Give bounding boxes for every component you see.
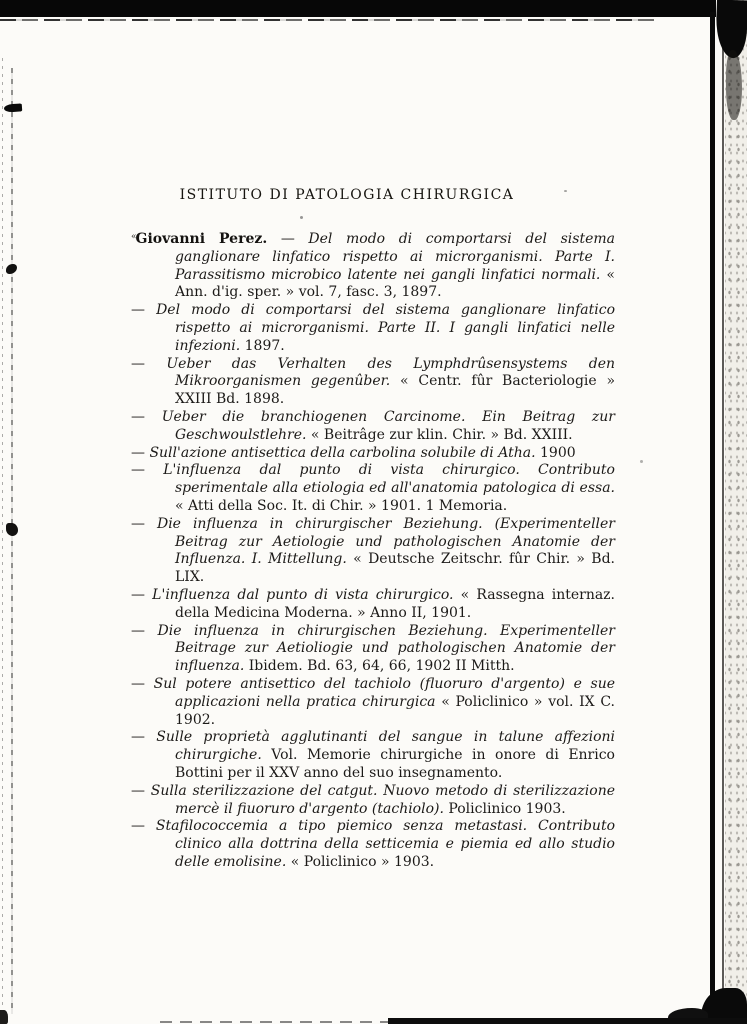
scan-artifact-bottom-bar	[388, 1018, 747, 1024]
work-title: L'influenza dal punto di vista chirurgico.	[152, 586, 454, 603]
work-title: Sul potere antisettico del tachiolo (fluoruro d'argento) e sue applicazioni nella pratica chirurgica	[153, 675, 615, 710]
entry-dash: —	[131, 355, 145, 372]
bibliography-list	[131, 229, 615, 872]
bibliography-entry	[131, 623, 615, 676]
bibliography-entry	[131, 409, 615, 445]
bibliography-entry	[131, 676, 615, 729]
citation-detail: Policlinico 1903.	[448, 800, 566, 817]
entry-dash: —	[131, 462, 145, 479]
work-title: Sulle proprietà agglutinanti del sangue in talune affezioni chirurgiche.	[156, 729, 615, 764]
citation-detail: « Policlinico » vol. IX C. 1902.	[175, 693, 615, 728]
bibliography-entry	[131, 302, 615, 355]
work-title: Ueber die branchiogenen Carcinome. Ein Beitrag zur Geschwoulstlehre.	[161, 408, 615, 443]
scan-artifact-top-bar	[0, 0, 716, 17]
bibliography-entry	[131, 818, 615, 871]
entry-dash: —	[131, 408, 145, 425]
author-name: Giovanni Perez.	[135, 231, 268, 247]
page-title: ISTITUTO DI PATOLOGIA CHIRURGICA	[179, 187, 515, 203]
work-title: Ueber das Verhalten des Lymphdrûsensystems den Mikroorganismen gegenûber.	[166, 355, 615, 390]
scan-artifact-left-mark-1	[4, 103, 23, 112]
citation-detail: « Rassegna internaz. della Medicina Moderna. » Anno II, 1901.	[175, 586, 616, 621]
scan-artifact-left-mark-2	[6, 264, 17, 274]
bibliography-entry	[131, 729, 615, 782]
citation-detail: « Centr. fûr Bacteriologie » XXIII Bd. 1898.	[175, 373, 616, 408]
entry-dash: —	[131, 675, 145, 692]
page-content	[131, 187, 615, 872]
entry-dash: —	[131, 444, 145, 461]
scan-artifact-bottom-line	[160, 1021, 390, 1023]
citation-detail: Ibidem. Bd. 63, 64, 66, 1902 II Mitth.	[248, 658, 515, 675]
citation-detail: « Ann. d'ig. sper. » vol. 7, fasc. 3, 1897.	[175, 266, 615, 301]
scan-artifact-page-edge-strip	[725, 0, 747, 1024]
author-prefix-mark: «	[131, 232, 136, 242]
entry-dash: —	[131, 515, 145, 532]
work-title: L'influenza dal punto di vista chirurgico. Contributo sperimentale alla etiologia ed all'anatomia patologica di essa.	[163, 462, 615, 497]
citation-detail: « Atti della Soc. It. di Chir. » 1901. 1 Memoria.	[175, 497, 508, 514]
citation-detail: Vol. Memorie chirurgiche in onore di Enrico Bottini per il XXV anno del suo insegnamento.	[175, 747, 615, 781]
entry-dash: —	[131, 622, 145, 639]
entry-dash: —	[131, 302, 145, 319]
scan-artifact-left-dotted-line	[2, 58, 3, 1014]
scan-artifact-bottom-left-speck	[0, 1010, 8, 1024]
work-title: Del modo di comportarsi del sistema ganglionare linfatico rispetto ai microrganismi. Parte I. Parassitismo microbico latente nei gangli linfatici normali.	[175, 231, 615, 283]
work-title: Die influenza in chirurgischer Beziehung. (Experimenteller Beitrag zur Aetiologie und pathologischen Anatomie der Influenza. I. Mittellung.	[156, 515, 616, 568]
work-title: Sulla sterilizzazione del catgut. Nuovo metodo di sterilizzazione mercè il fiuoruro d'argento (tachiolo).	[150, 782, 615, 817]
scan-artifact-top-bar-ragged	[0, 19, 660, 21]
entry-dash: —	[131, 729, 145, 746]
work-title: Die influenza in chirurgischen Beziehung. Experimenteller Beitrage zur Aetioliogie und pathologischen Anatomie der influenza.	[157, 622, 615, 675]
bibliography-entry	[131, 229, 615, 302]
scan-artifact-binding-line	[710, 12, 715, 1024]
bibliography-entry	[131, 516, 615, 587]
bibliography-entry	[131, 462, 615, 515]
work-title: Sull'azione antisettica della carbolina solubile di Atha.	[149, 444, 536, 461]
citation-detail: 1897.	[244, 337, 285, 354]
work-title: Stafilococcemia a tipo piemico senza metastasi. Contributo clinico alla dottrina della setticemia e piemia ed allo studio delle emolisine.	[155, 818, 616, 870]
work-title: Del modo di comportarsi del sistema ganglionare linfatico rispetto ai microrganismi. Parte II. I gangli linfatici nelle infezioni.	[156, 302, 616, 354]
scan-artifact-speck	[640, 460, 643, 463]
entry-dash: —	[131, 782, 145, 799]
citation-detail: 1900	[540, 444, 576, 461]
entry-dash: —	[280, 231, 295, 247]
scan-artifact-left-mark-3	[6, 523, 18, 536]
bibliography-entry	[131, 587, 615, 623]
citation-detail: « Beitrâge zur klin. Chir. » Bd. XXIII.	[310, 426, 573, 443]
bibliography-entry	[131, 445, 615, 463]
scan-artifact-left-margin-line	[11, 68, 13, 1014]
entry-dash: —	[131, 818, 145, 835]
bibliography-entry	[131, 356, 615, 409]
bibliography-entry	[131, 783, 615, 819]
citation-detail: « Deutsche Zeitschr. fûr Chir. » Bd. LIX.	[175, 551, 615, 586]
citation-detail: « Policlinico » 1903.	[290, 853, 435, 870]
entry-dash: —	[131, 586, 145, 603]
scan-artifact-edge-line	[722, 18, 724, 1024]
